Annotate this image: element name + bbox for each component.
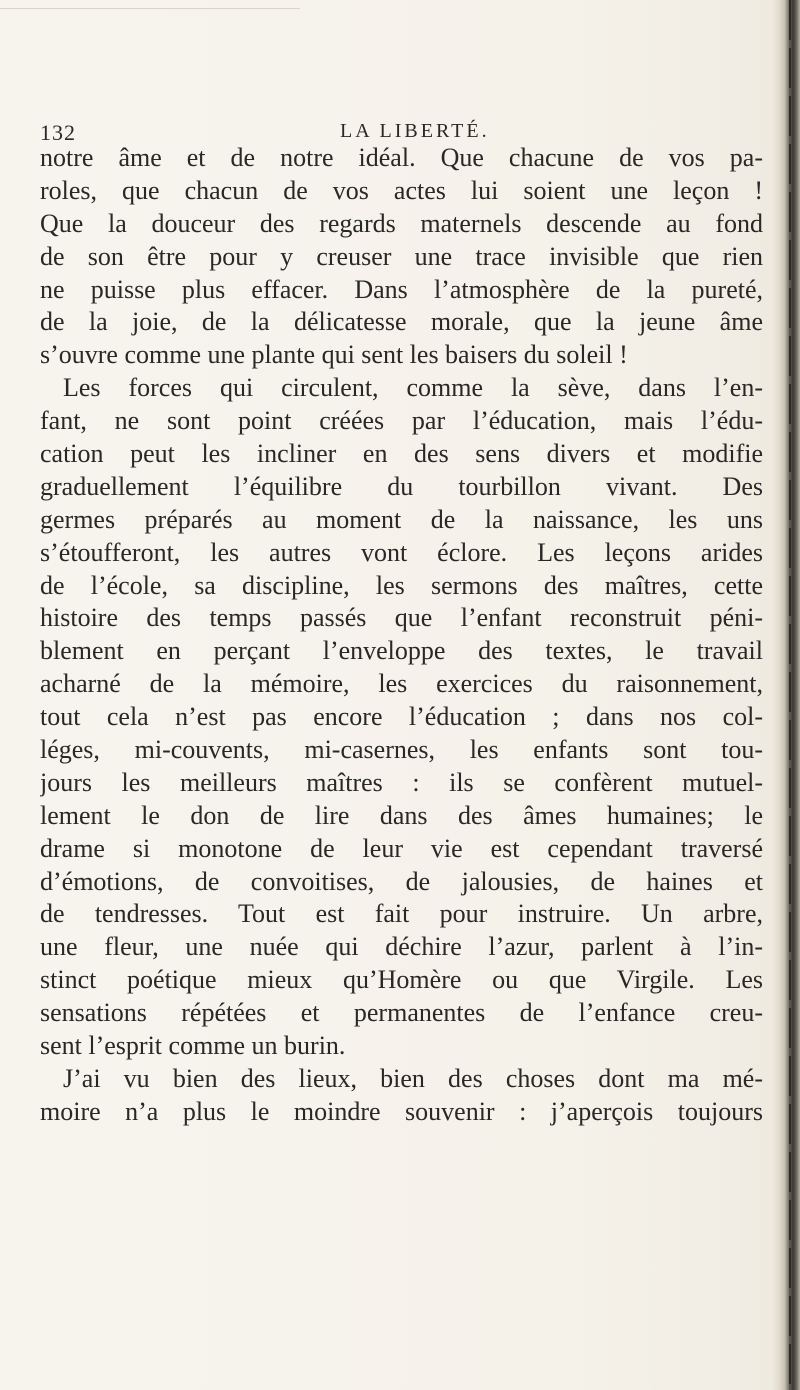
text-line: s’étoufferont, les autres vont éclore. Les leçons arides bbox=[40, 537, 763, 567]
text-line: J’ai vu bien des lieux, bien des choses dont ma mé- bbox=[63, 1063, 763, 1093]
text-line: graduellement l’équilibre du tourbillon vivant. Des bbox=[40, 471, 763, 501]
text-line: Que la douceur des regards maternels descende au fond bbox=[40, 208, 763, 238]
text-line: moire n’a plus le moindre souvenir : j’aperçois toujours bbox=[40, 1096, 763, 1126]
text-line: histoire des temps passés que l’enfant reconstruit péni- bbox=[40, 603, 763, 633]
text-line: d’émotions, de convoitises, de jalousies, de haines et bbox=[40, 866, 763, 896]
book-binding-edge bbox=[772, 0, 800, 1390]
text-line: une fleur, une nuée qui déchire l’azur, parlent à l’in- bbox=[40, 932, 763, 962]
text-line: Les forces qui circulent, comme la sève, dans l’en- bbox=[63, 373, 763, 403]
page-number: 132 bbox=[40, 120, 76, 145]
text-line: jours les meilleurs maîtres : ils se confèrent mutuel- bbox=[40, 767, 763, 797]
text-line: s’ouvre comme une plante qui sent les baisers du soleil ! bbox=[40, 340, 628, 370]
text-line: notre âme et de notre idéal. Que chacune de vos pa- bbox=[40, 143, 763, 172]
text-line: drame si monotone de leur vie est cependant traversé bbox=[40, 833, 763, 863]
text-line: de tendresses. Tout est fait pour instruire. Un arbre, bbox=[40, 899, 763, 929]
text-line: léges, mi-couvents, mi-casernes, les enfants sont tou- bbox=[40, 735, 763, 765]
text-line: de la joie, de la délicatesse morale, que la jeune âme bbox=[40, 307, 763, 337]
body-text bbox=[40, 142, 763, 1129]
text-line: de l’école, sa discipline, les sermons des maîtres, cette bbox=[40, 570, 763, 600]
text-line: sent l’esprit comme un burin. bbox=[40, 1031, 346, 1061]
running-title: LA LIBERTÉ. bbox=[340, 120, 490, 142]
text-line: stinct poétique mieux qu’Homère ou que Virgile. Les bbox=[40, 965, 763, 995]
page-edge-line bbox=[0, 8, 300, 9]
text-line: fant, ne sont point créées par l’éducation, mais l’édu- bbox=[40, 406, 763, 436]
text-line: tout cela n’est pas encore l’éducation ; dans nos col- bbox=[40, 702, 763, 732]
text-line: cation peut les incliner en des sens divers et modifie bbox=[40, 439, 763, 469]
text-line: blement en perçant l’enveloppe des textes, le travail bbox=[40, 636, 763, 666]
text-line: de son être pour y creuser une trace invisible que rien bbox=[40, 241, 763, 271]
text-line: ne puisse plus effacer. Dans l’atmosphère de la pureté, bbox=[40, 274, 763, 304]
text-line: lement le don de lire dans des âmes humaines; le bbox=[40, 800, 763, 830]
text-line: roles, que chacun de vos actes lui soient une leçon ! bbox=[40, 175, 763, 205]
text-line: acharné de la mémoire, les exercices du raisonnement, bbox=[40, 669, 763, 699]
text-line: sensations répétées et permanentes de l’enfance creu- bbox=[40, 998, 763, 1028]
text-line: germes préparés au moment de la naissance, les uns bbox=[40, 504, 763, 534]
